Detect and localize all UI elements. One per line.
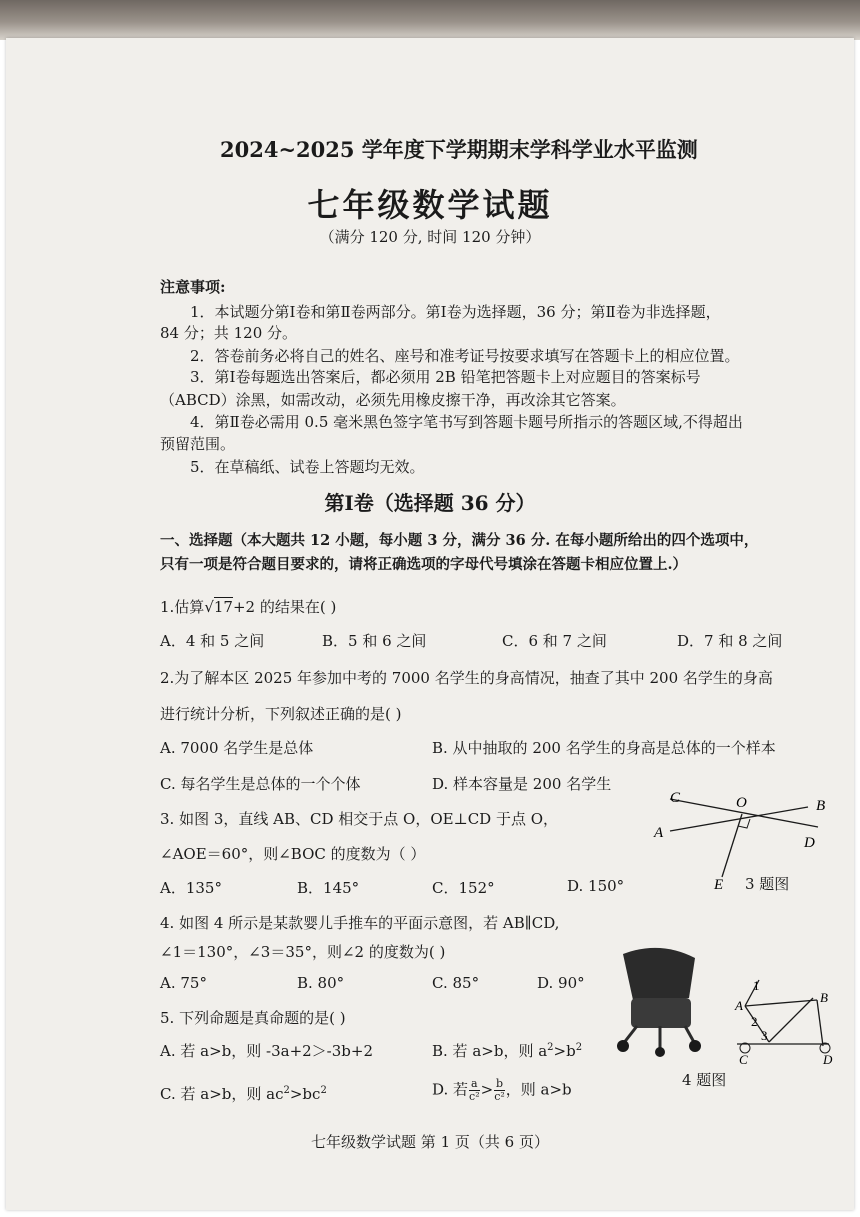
question-3-line2: ∠AOE＝60°，则∠BOC 的度数为（ ） — [160, 845, 426, 863]
q4-option-b: B. 80° — [297, 974, 345, 992]
note-1b: 84 分；共 120 分。 — [160, 324, 298, 342]
fig4-angle-1: 1 — [753, 978, 760, 993]
fig4-angle-2: 2 — [751, 1014, 758, 1029]
q5-d-den1: c² — [469, 1090, 480, 1103]
figure-3-diagram — [640, 785, 840, 895]
question-1-stem — [160, 596, 336, 617]
page-footer: 七年级数学试题 第 1 页（共 6 页） — [311, 1133, 549, 1151]
fig3-label-c: C — [670, 790, 681, 806]
q3-option-c: C．152° — [432, 879, 495, 897]
q1-option-b: B．5 和 6 之间 — [322, 632, 427, 650]
q5-d-post: ，则 a>b — [505, 1080, 572, 1099]
fig3-label-o: O — [736, 795, 747, 811]
fig4-label-c: C — [739, 1052, 748, 1067]
q5-b-mid: >b — [553, 1042, 576, 1060]
q5-option-b — [432, 1040, 582, 1061]
note-4b: 预留范围。 — [160, 435, 236, 453]
q5-option-a: A. 若 a>b，则 -3a+2＞-3b+2 — [160, 1042, 374, 1060]
q2-option-b: B. 从中抽取的 200 名学生的身高是总体的一个样本 — [432, 739, 776, 757]
exam-subtitle: （满分 120 分, 时间 120 分钟） — [319, 228, 541, 246]
scan-top-edge — [0, 0, 860, 40]
q5-b-sup2: 2 — [575, 1042, 583, 1053]
q1-suffix: +2 的结果在( ) — [232, 598, 337, 616]
q5-d-gt: > — [480, 1080, 494, 1099]
q3-option-d: D. 150° — [567, 877, 625, 895]
question-4-line1: 4. 如图 4 所示是某款婴儿手推车的平面示意图，若 AB∥CD, — [160, 914, 560, 932]
fig3-label-d: D — [804, 835, 815, 851]
section-instructions-b: 只有一项是符合题目要求的，请将正确选项的字母代号填涂在答题卡相应位置上.） — [160, 556, 688, 573]
q1-radicand: 17 — [213, 598, 233, 616]
q2-option-d: D. 样本容量是 200 名学生 — [432, 775, 612, 793]
fig4-angle-3: 3 — [761, 1028, 768, 1043]
section-title: 第Ⅰ卷（选择题 36 分） — [324, 491, 536, 515]
figure-4-caption: 4 题图 — [682, 1071, 727, 1089]
notes-heading: 注意事项: — [160, 278, 226, 296]
section-instructions-a: 一、选择题（本大题共 12 小题，每小题 3 分，满分 36 分. 在每小题所给出的四个选项中， — [160, 532, 759, 549]
q5-d-frac2 — [494, 1078, 505, 1103]
q1-option-c: C．6 和 7 之间 — [502, 632, 607, 650]
q5-c-sup1: 2 — [283, 1085, 290, 1096]
figure-3-caption: 3 题图 — [745, 875, 790, 893]
q4-option-d: D. 90° — [537, 974, 585, 992]
question-4-line2: ∠1＝130°，∠3＝35°，则∠2 的度数为( ) — [160, 943, 446, 961]
q4-option-c: C. 85° — [432, 974, 480, 992]
q5-b-text: B. 若 a>b，则 a — [432, 1042, 548, 1060]
q5-d-text: D. 若 — [432, 1080, 469, 1099]
q5-c-sup2: 2 — [320, 1085, 327, 1096]
q4-option-a: A. 75° — [160, 974, 207, 992]
q5-b-sup1: 2 — [547, 1042, 554, 1053]
fig3-label-e: E — [714, 877, 724, 893]
fig4-label-d: D — [823, 1052, 833, 1067]
fig4-label-b: B — [820, 990, 828, 1005]
note-5: 5．在草稿纸、试卷上答题均无效。 — [190, 458, 425, 476]
q5-option-c — [160, 1083, 327, 1104]
q1-prefix: 1.估算 — [160, 598, 205, 616]
q1-option-a: A．4 和 5 之间 — [160, 632, 265, 650]
note-2: 2．答卷前务必将自己的姓名、座号和准考证号按要求填写在答题卡上的相应位置。 — [190, 347, 740, 365]
figure-4-diagram — [725, 968, 840, 1068]
question-2-line2: 进行统计分析，下列叙述正确的是( ) — [160, 705, 402, 723]
exam-name: 2024~2025 学年度下学期期末学科学业水平监测 — [220, 137, 698, 162]
q5-d-num2: b — [495, 1077, 503, 1090]
fig4-label-a: A — [735, 998, 743, 1013]
q3-option-a: A．135° — [160, 879, 222, 897]
question-2-line1: 2.为了解本区 2025 年参加中考的 7000 名学生的身高情况，抽查了其中 200 名学生的身高 — [160, 669, 773, 687]
sqrt-symbol: √ — [204, 598, 214, 616]
q5-d-den2: c² — [494, 1090, 505, 1103]
note-4a: 4．第Ⅱ卷必需用 0.5 毫米黑色签字笔书写到答题卡题号所指示的答题区域,不得超出 — [190, 413, 743, 431]
q5-c-mid: >bc — [289, 1085, 321, 1103]
q5-d-frac1 — [469, 1078, 480, 1103]
note-3a: 3．第Ⅰ卷每题选出答案后，都必须用 2B 铅笔把答题卡上对应题目的答案标号 — [190, 368, 701, 386]
q5-c-text: C. 若 a>b，则 ac — [160, 1085, 284, 1103]
q5-d-num1: a — [469, 1078, 480, 1091]
fig3-label-a: A — [654, 825, 664, 841]
page-title: 七年级数学试题 — [307, 186, 553, 224]
question-3-line1: 3. 如图 3，直线 AB、CD 相交于点 O，OE⊥CD 于点 O， — [160, 810, 559, 828]
q5-option-d — [432, 1078, 572, 1103]
q2-option-a: A. 7000 名学生是总体 — [160, 739, 314, 757]
q2-option-c: C. 每名学生是总体的一个个体 — [160, 775, 361, 793]
note-3b: （ABCD）涂黑，如需改动，必须先用橡皮擦干净，再改涂其它答案。 — [160, 391, 626, 409]
q3-option-b: B．145° — [297, 879, 360, 897]
fig3-label-b: B — [816, 798, 826, 814]
q1-option-d: D．7 和 8 之间 — [677, 632, 783, 650]
stroller-photo — [605, 940, 715, 1060]
note-1a: 1．本试题分第Ⅰ卷和第Ⅱ卷两部分。第Ⅰ卷为选择题，36 分；第Ⅱ卷为非选择题， — [190, 303, 721, 321]
question-5-stem: 5. 下列命题是真命题的是( ) — [160, 1009, 346, 1027]
